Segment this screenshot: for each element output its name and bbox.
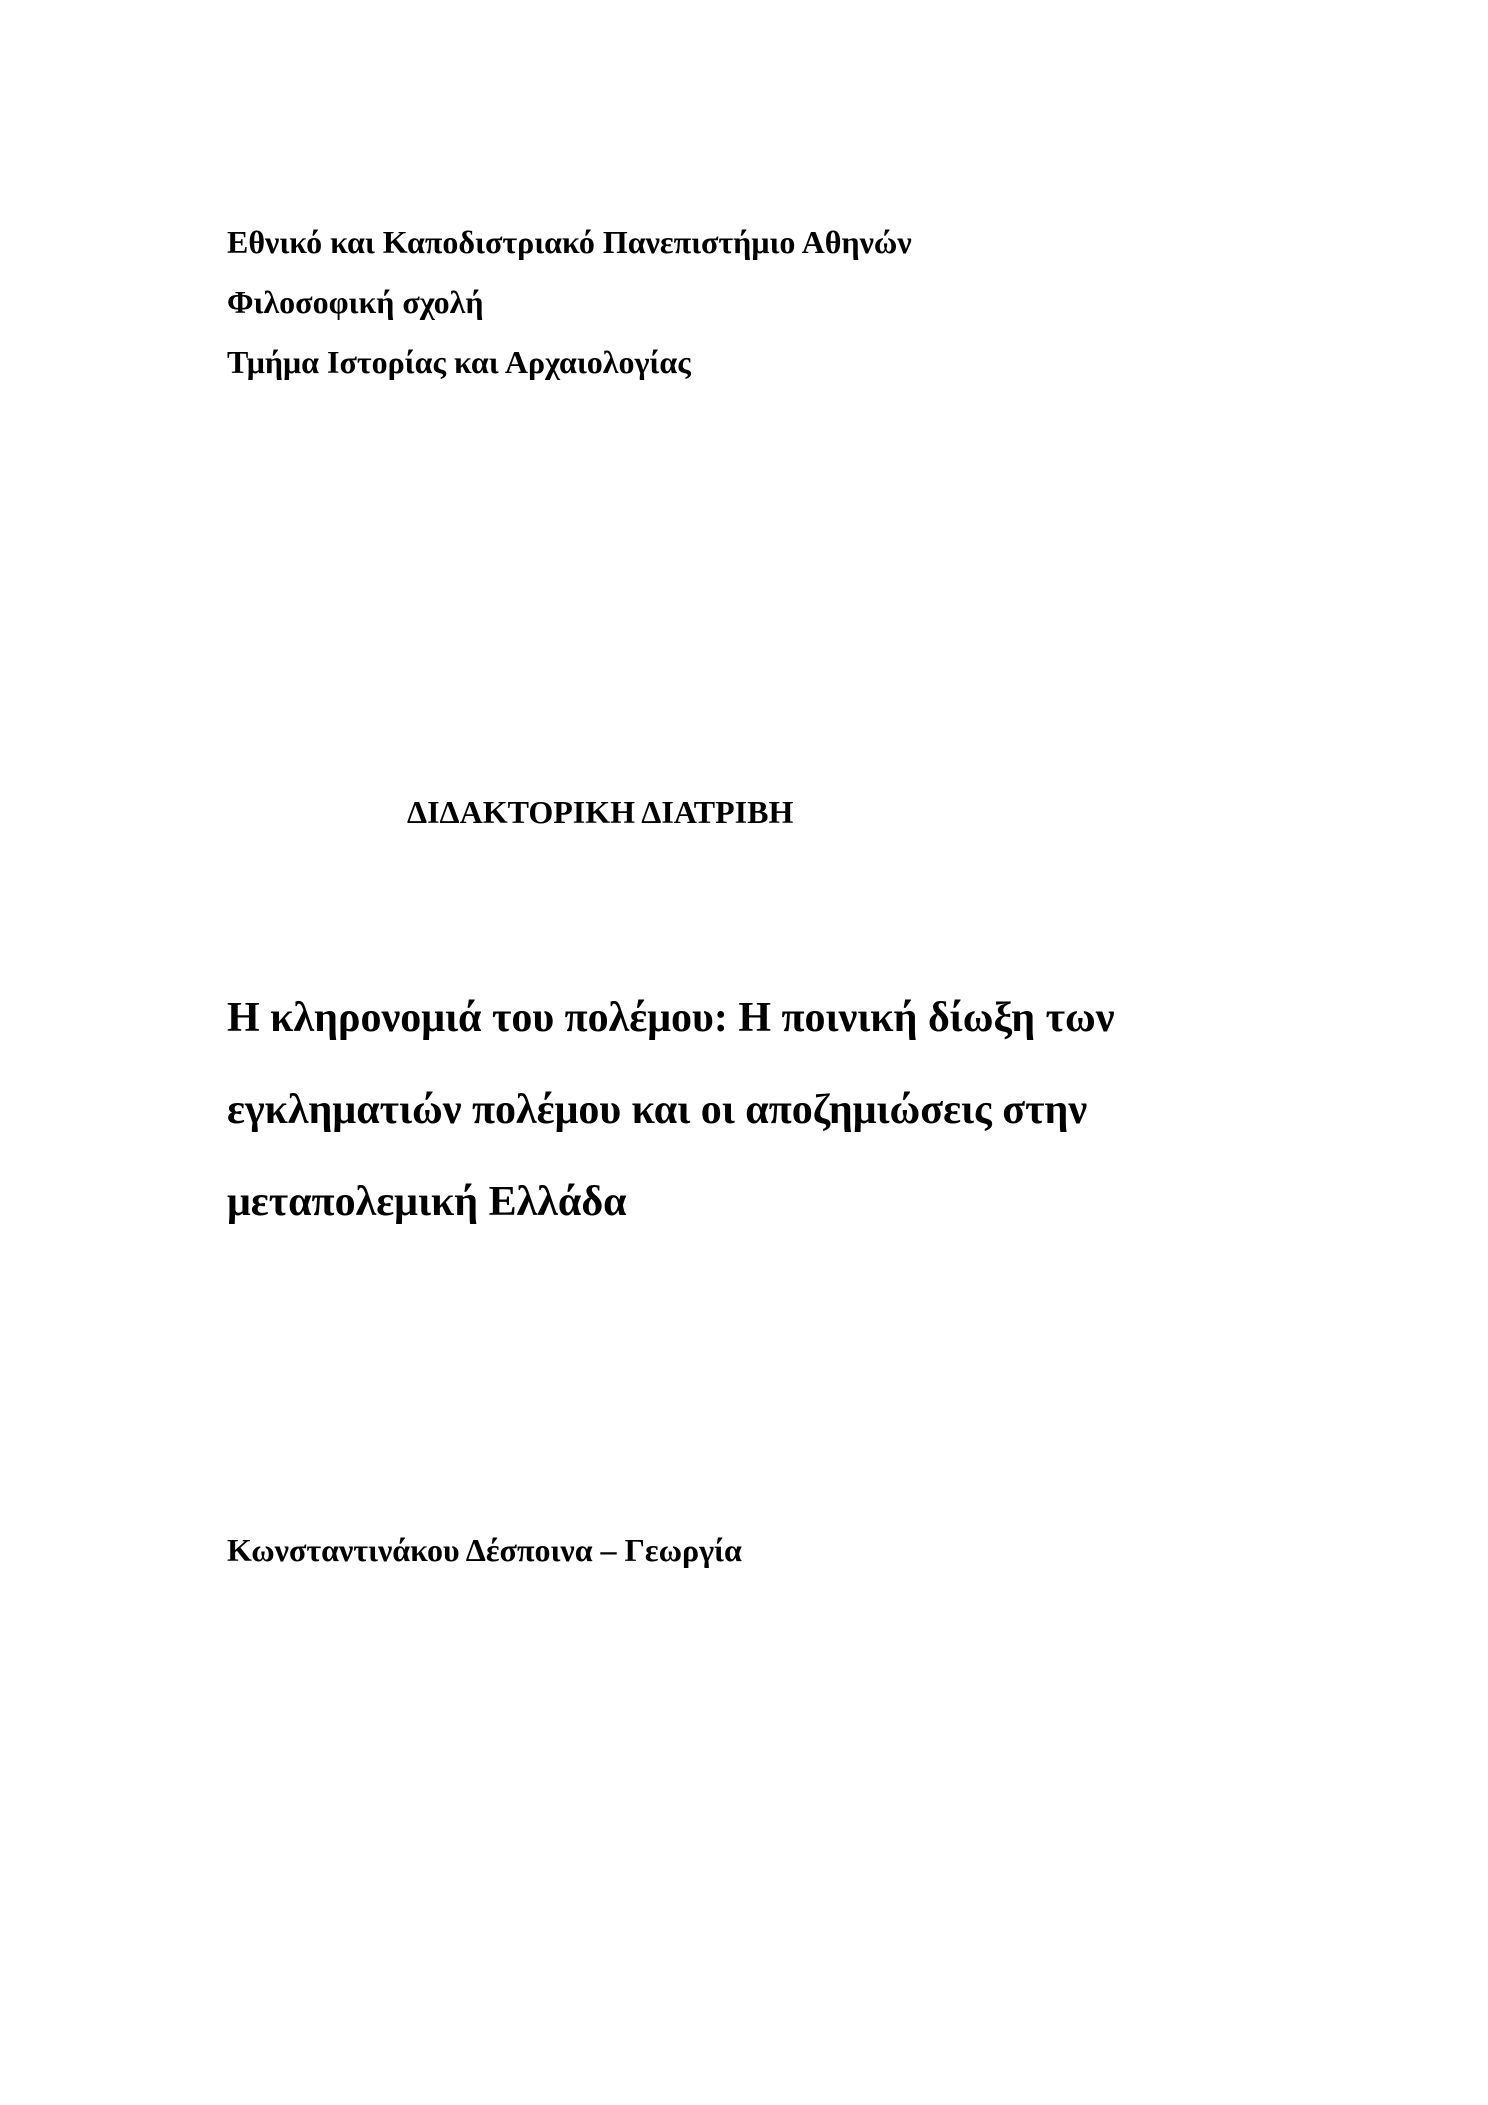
university-name: Εθνικό και Καποδιστριακό Πανεπιστήμιο Αθηνών <box>227 224 912 260</box>
institution-block <box>227 212 912 392</box>
department-name: Τμήμα Ιστορίας και Αρχαιολογίας <box>227 344 691 380</box>
faculty-name: Φιλοσοφική σχολή <box>227 284 484 320</box>
document-type: ΔΙΔΑΚΤΟΡΙΚΗ ΔΙΑΤΡΙΒΗ <box>407 794 794 830</box>
author-name: Κωνσταντινάκου Δέσποινα – Γεωργία <box>227 1532 742 1568</box>
thesis-title-line: μεταπολεμική Ελλάδα <box>227 1179 627 1225</box>
thesis-title-line: εγκληματιών πολέμου και οι αποζημιώσεις στην <box>227 1087 1088 1133</box>
thesis-title <box>227 972 1287 1248</box>
thesis-title-line: Η κληρονομιά του πολέμου: Η ποινική δίωξη των <box>227 995 1115 1041</box>
